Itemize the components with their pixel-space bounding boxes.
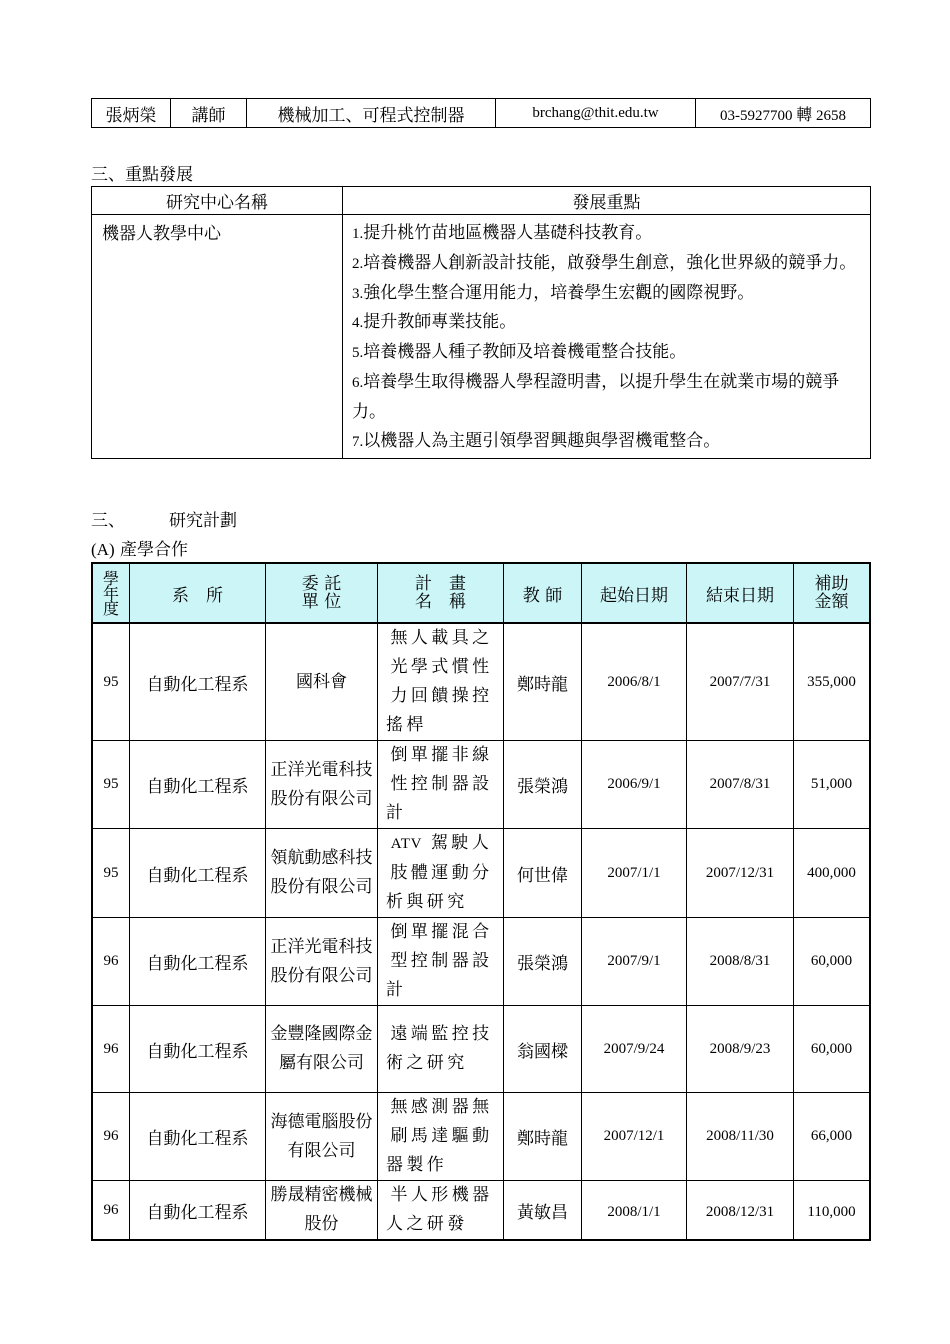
row-client: 勝晟精密機械股份 (266, 1181, 378, 1241)
row-end: 2007/8/31 (687, 741, 794, 829)
row-dept: 自動化工程系 (130, 918, 266, 1006)
coop-heading (91, 535, 188, 560)
focus-list (343, 215, 870, 458)
row-amount: 60,000 (794, 918, 871, 1006)
research-heading-text: 研究計劃 (169, 511, 237, 531)
staff-phone (696, 99, 871, 128)
focus-item (352, 279, 862, 309)
row-amount: 400,000 (794, 829, 871, 918)
row-start: 2007/9/1 (582, 918, 687, 1006)
row-start: 2006/8/1 (582, 623, 687, 741)
row-year: 95 (92, 623, 130, 741)
header-client-line: 單 位 (301, 592, 342, 612)
coop-heading-text: 產學合作 (120, 540, 189, 560)
header-year-char: 度 (102, 598, 119, 618)
row-client: 正洋光電科技股份有限公司 (266, 918, 378, 1006)
header-teacher: 教 師 (504, 563, 582, 623)
table-row (92, 1181, 870, 1241)
row-project-text: 無人載具之光學式慣性力回饋操控搖桿 (386, 628, 493, 735)
row-dept: 自動化工程系 (130, 1006, 266, 1093)
focus-item-text: 提升桃竹苗地區機器人基礎科技教育。 (363, 223, 653, 243)
row-project (378, 741, 504, 829)
row-year: 96 (92, 1093, 130, 1181)
row-teacher: 何世偉 (504, 829, 582, 918)
row-year: 95 (92, 741, 130, 829)
focus-item-text: 培養機器人種子教師及培養機電整合技能。 (363, 342, 687, 363)
table-row (92, 829, 870, 918)
focus-item (352, 308, 862, 338)
row-start: 2006/9/1 (582, 741, 687, 829)
focus-heading: 三、重點發展 (91, 165, 193, 185)
row-project-text: 倒單擺混合型控制器設計 (386, 922, 493, 1000)
row-amount: 60,000 (794, 1006, 871, 1093)
staff-name: 張炳榮 (92, 99, 171, 128)
row-dept: 自動化工程系 (130, 741, 266, 829)
research-heading (91, 506, 237, 531)
row-project (378, 829, 504, 918)
row-project-text: 駕駛人肢體運動分析與研究 (386, 833, 493, 912)
row-amount: 51,000 (794, 741, 871, 829)
row-dept: 自動化工程系 (130, 1181, 266, 1241)
staff-row (92, 99, 871, 128)
header-client-line: 委 託 (301, 574, 342, 594)
row-project (378, 1181, 504, 1241)
row-end: 2008/11/30 (687, 1093, 794, 1181)
header-project-line: 計 畫 (415, 574, 466, 594)
header-year (92, 563, 130, 623)
row-year: 95 (92, 829, 130, 918)
header-amount (794, 563, 871, 623)
staff-specialty: 機械加工、可程式控制器 (247, 99, 496, 128)
staff-table (91, 98, 871, 128)
focus-item-text: 強化學生整合運用能力，培養學生宏觀的國際視野。 (363, 282, 755, 303)
center-name: 機器人教學中心 (102, 224, 221, 244)
row-amount: 110,000 (794, 1181, 871, 1241)
focus-item-number: 7. (352, 433, 364, 450)
focus-center-cell (92, 215, 343, 459)
row-project-text: 無感測器無刷馬達驅動器製作 (386, 1097, 493, 1175)
projects-table (91, 562, 871, 1241)
row-client: 金豐隆國際金屬有限公司 (266, 1006, 378, 1093)
header-start: 起始日期 (582, 563, 687, 623)
staff-phone-ext-word: 轉 (796, 104, 813, 124)
focus-points-cell (343, 215, 871, 459)
row-amount: 66,000 (794, 1093, 871, 1181)
focus-item-number: 2. (352, 255, 364, 272)
focus-header-row (92, 187, 871, 215)
row-start: 2008/1/1 (582, 1181, 687, 1241)
header-project (378, 563, 504, 623)
focus-col-center: 研究中心名稱 (92, 187, 343, 215)
row-teacher: 鄭時龍 (504, 623, 582, 741)
focus-item (352, 219, 862, 249)
header-client (266, 563, 378, 623)
focus-item (352, 338, 862, 368)
focus-item-number: 1. (352, 226, 364, 242)
focus-col-points: 發展重點 (343, 187, 871, 215)
row-teacher: 張榮鴻 (504, 741, 582, 829)
table-row (92, 623, 870, 741)
staff-title: 講師 (171, 99, 247, 128)
row-year: 96 (92, 1181, 130, 1241)
row-end: 2008/8/31 (687, 918, 794, 1006)
table-row (92, 1093, 870, 1181)
row-year: 96 (92, 918, 130, 1006)
row-project-prefix: ATV (390, 836, 423, 852)
row-project (378, 1006, 504, 1093)
row-dept: 自動化工程系 (130, 1093, 266, 1181)
header-year-char: 學 (102, 568, 119, 588)
row-start: 2007/1/1 (582, 829, 687, 918)
staff-email: brchang@thit.edu.tw (496, 99, 696, 128)
row-dept: 自動化工程系 (130, 829, 266, 918)
focus-body-row (92, 215, 871, 459)
coop-heading-prefix: (A) (91, 540, 115, 559)
table-row (92, 741, 870, 829)
row-dept: 自動化工程系 (130, 623, 266, 741)
row-client: 正洋光電科技股份有限公司 (266, 741, 378, 829)
header-year-char: 年 (102, 583, 119, 603)
focus-item (352, 368, 862, 427)
row-start: 2007/9/24 (582, 1006, 687, 1093)
row-end: 2008/9/23 (687, 1006, 794, 1093)
row-teacher: 翁國樑 (504, 1006, 582, 1093)
row-project-text: 半人形機器人之研發 (386, 1185, 493, 1234)
focus-item (352, 427, 862, 457)
focus-item-text: 提升教師專業技能。 (363, 312, 517, 333)
row-end: 2007/12/31 (687, 829, 794, 918)
projects-header-row (92, 563, 870, 623)
focus-item-text: 培養機器人創新設計技能，啟發學生創意，強化世界級的競爭力。 (363, 252, 857, 273)
row-end: 2008/12/31 (687, 1181, 794, 1241)
header-amount-line: 補助 (814, 574, 849, 594)
table-row (92, 1006, 870, 1093)
row-teacher: 鄭時龍 (504, 1093, 582, 1181)
header-amount-line: 金額 (814, 592, 849, 612)
staff-phone-prefix: 03-5927700 (719, 107, 793, 124)
row-teacher: 張榮鴻 (504, 918, 582, 1006)
research-heading-number: 三、 (91, 511, 125, 531)
row-end: 2007/7/31 (687, 623, 794, 741)
row-teacher: 黃敏昌 (504, 1181, 582, 1241)
row-client: 海德電腦股份有限公司 (266, 1093, 378, 1181)
staff-phone-ext: 2658 (816, 107, 846, 124)
focus-item-text: 培養學生取得機器人學程證明書，以提升學生在就業市場的競爭力。 (352, 371, 840, 422)
row-project (378, 1093, 504, 1181)
row-project (378, 918, 504, 1006)
table-row (92, 918, 870, 1006)
focus-item-number: 4. (352, 315, 364, 332)
focus-table (91, 186, 871, 459)
focus-item-number: 5. (352, 345, 364, 362)
row-project-text: 倒單擺非線性控制器設計 (386, 745, 493, 823)
focus-item-number: 3. (352, 285, 364, 302)
row-amount: 355,000 (794, 623, 871, 741)
focus-item (352, 249, 862, 279)
row-client: 國科會 (266, 623, 378, 741)
row-project (378, 623, 504, 741)
header-end: 結束日期 (687, 563, 794, 623)
row-project-text: 遠端監控技術之研究 (386, 1024, 493, 1073)
row-start: 2007/12/1 (582, 1093, 687, 1181)
header-dept: 系 所 (130, 563, 266, 623)
focus-item-text: 以機器人為主題引領學習興趣與學習機電整合。 (363, 430, 721, 451)
row-client: 領航動感科技股份有限公司 (266, 829, 378, 918)
focus-item-number: 6. (352, 374, 364, 391)
header-project-line: 名 稱 (415, 592, 466, 612)
row-year: 96 (92, 1006, 130, 1093)
